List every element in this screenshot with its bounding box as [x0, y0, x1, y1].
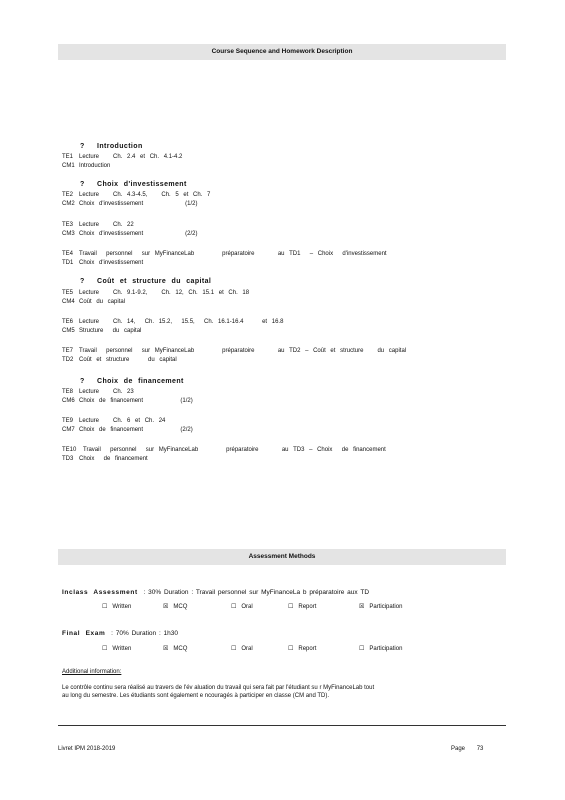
final-exam-row — [62, 630, 178, 638]
footer-page-label: Page — [451, 746, 466, 752]
sequence-text: Lecture Ch. 6 et Ch. 24 — [79, 418, 166, 424]
sequence-line — [62, 192, 210, 200]
sequence-line — [62, 222, 134, 230]
sequence-line — [62, 290, 249, 298]
sequence-code: TE10 — [62, 447, 77, 453]
sequence-text: Lecture Ch. 14, Ch. 15.2, 15.5, Ch. 16.1-16.4 et 16.8 — [79, 319, 284, 325]
sequence-line — [62, 260, 143, 268]
sequence-line — [62, 163, 110, 171]
option-report — [288, 646, 316, 654]
sequence-text: Structure du capital — [79, 328, 142, 334]
sequence-text: Travail personnel sur MyFinanceLab préparatoire au TD2 – Coût et structure du capital — [79, 348, 407, 354]
sequence-code: TE5 — [62, 290, 74, 296]
unchecked-box-icon: ☐ — [231, 646, 237, 652]
sequence-line — [62, 357, 177, 365]
sequence-text: Lecture Ch. 9.1-9.2, Ch. 12, Ch. 15.1 et Ch. 18 — [79, 290, 250, 296]
option-label: Participation — [369, 604, 403, 610]
final-label: Final Exam — [62, 630, 106, 637]
section-title-text: Introduction — [97, 143, 143, 150]
option-report — [288, 604, 316, 612]
sequence-text: Travail personnel sur MyFinanceLab préparatoire au TD1 – Choix d'investissement — [79, 251, 387, 257]
sequence-code: CM4 — [62, 299, 75, 305]
footer-page-number: 73 — [476, 746, 484, 752]
sequence-line — [62, 398, 193, 406]
additional-info-text-1: Le contrôle continu sera réalisé au travers de l'év aluation du travail qui sera fait par l'étudiant su r MyFinanceLab tout — [62, 685, 375, 691]
question-mark-icon: ? — [80, 143, 85, 150]
additional-info-text-2: au long du semestre. Les étudiants sont également e ncouragés à participer en classe (CM and TD). — [62, 693, 330, 699]
sequence-line — [62, 456, 148, 464]
option-label: Written — [112, 646, 132, 652]
sequence-text: Travail personnel sur MyFinanceLab préparatoire au TD3 – Choix de financement — [83, 447, 386, 453]
section-title-text: Coût et structure du capital — [97, 278, 212, 285]
option-written — [102, 604, 131, 612]
sequence-code: TD3 — [62, 456, 74, 462]
question-mark-icon: ? — [80, 278, 85, 285]
sequence-text: Lecture Ch. 4.3-4.5, Ch. 5 et Ch. 7 — [79, 192, 211, 198]
sequence-line — [62, 319, 283, 327]
option-label: MCQ — [173, 646, 188, 652]
checked-box-icon: ☒ — [359, 604, 365, 610]
sequence-code: TE4 — [62, 251, 74, 257]
sequence-line — [62, 231, 198, 239]
inclass-assessment-row — [62, 589, 369, 597]
section-title-text: Choix d'investissement — [97, 181, 187, 188]
sequence-code: CM5 — [62, 328, 75, 334]
unchecked-box-icon: ☐ — [231, 604, 237, 610]
footer-left: Livret IPM 2018-2019 — [58, 746, 116, 752]
sequence-code: TE8 — [62, 389, 74, 395]
sequence-code: TE7 — [62, 348, 74, 354]
sequence-line — [62, 201, 198, 209]
sequence-text: Introduction — [79, 163, 111, 169]
footer-page — [451, 746, 483, 754]
option-label: Oral — [241, 604, 253, 610]
section-title — [80, 278, 211, 287]
sequence-text: Lecture Ch. 2.4 et Ch. 4.1-4.2 — [79, 154, 183, 160]
sequence-text: Coût du capital — [79, 299, 126, 305]
option-label: Participation — [369, 646, 403, 652]
option-oral — [231, 646, 253, 654]
sequence-line — [62, 447, 386, 455]
section-title — [80, 378, 184, 387]
unchecked-box-icon: ☐ — [359, 646, 365, 652]
section-title-text: Choix de financement — [97, 378, 184, 385]
section-header-assessment: Assessment Methods — [58, 549, 506, 565]
sequence-line — [62, 348, 406, 356]
sequence-code: TD2 — [62, 357, 74, 363]
sequence-line — [62, 251, 387, 259]
sequence-text: Choix d'investissement (2/2) — [79, 231, 198, 237]
unchecked-box-icon: ☐ — [102, 646, 108, 652]
question-mark-icon: ? — [80, 378, 85, 385]
unchecked-box-icon: ☐ — [102, 604, 108, 610]
sequence-code: CM2 — [62, 201, 75, 207]
section-title — [80, 143, 143, 152]
sequence-code: TE1 — [62, 154, 74, 160]
checked-box-icon: ☒ — [163, 604, 169, 610]
sequence-text: Lecture Ch. 23 — [79, 389, 134, 395]
sequence-code: TE3 — [62, 222, 74, 228]
sequence-code: TD1 — [62, 260, 74, 266]
sequence-text: Lecture Ch. 22 — [79, 222, 134, 228]
inclass-label: Inclass Assessment — [62, 589, 138, 596]
option-written — [102, 646, 131, 654]
sequence-line — [62, 328, 141, 336]
sequence-code: TE6 — [62, 319, 74, 325]
sequence-line — [62, 418, 165, 426]
option-label: Report — [298, 646, 317, 652]
option-mcq — [163, 604, 187, 612]
final-detail: : 70% Duration : 1h30 — [111, 630, 179, 637]
sequence-text: Choix d'investissement — [79, 260, 144, 266]
option-oral — [231, 604, 253, 612]
option-label: Written — [112, 604, 132, 610]
sequence-code: CM7 — [62, 427, 75, 433]
sequence-line — [62, 427, 193, 435]
checked-box-icon: ☒ — [163, 646, 169, 652]
unchecked-box-icon: ☐ — [288, 646, 294, 652]
question-mark-icon: ? — [80, 181, 85, 188]
option-label: Oral — [241, 646, 253, 652]
option-label: MCQ — [173, 604, 188, 610]
sequence-text: Coût et structure du capital — [79, 357, 177, 363]
sequence-line — [62, 299, 125, 307]
option-mcq — [163, 646, 187, 654]
sequence-text: Choix d'investissement (1/2) — [79, 201, 198, 207]
sequence-code: CM6 — [62, 398, 75, 404]
unchecked-box-icon: ☐ — [288, 604, 294, 610]
sequence-code: TE2 — [62, 192, 74, 198]
sequence-line — [62, 154, 182, 162]
option-participation — [359, 604, 402, 612]
section-title — [80, 181, 187, 190]
option-participation — [359, 646, 402, 654]
sequence-text: Choix de financement — [79, 456, 148, 462]
sequence-code: TE9 — [62, 418, 74, 424]
sequence-code: CM1 — [62, 163, 75, 169]
sequence-text: Choix de financement (2/2) — [79, 427, 193, 433]
section-header-course-sequence: Course Sequence and Homework Description — [58, 44, 506, 60]
sequence-text: Choix de financement (1/2) — [79, 398, 193, 404]
sequence-code: CM3 — [62, 231, 75, 237]
footer-divider — [58, 725, 506, 726]
option-label: Report — [298, 604, 317, 610]
additional-info-label: Additional information: — [62, 669, 122, 675]
inclass-detail: : 30% Duration : Travail personnel sur MyFinanceLa b préparatoire aux TD — [143, 589, 370, 596]
sequence-line — [62, 389, 134, 397]
